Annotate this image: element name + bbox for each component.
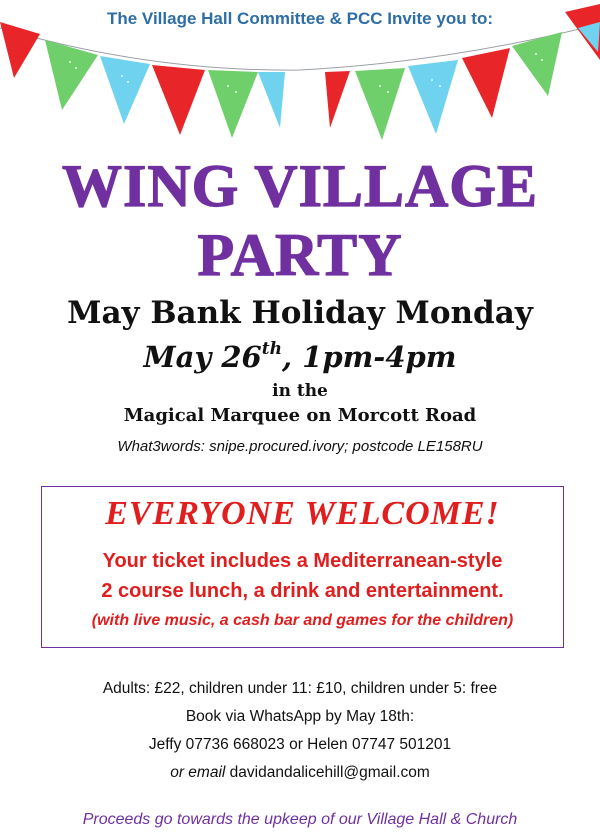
ticket-prices: Adults: £22, children under 11: £10, children under 5: free xyxy=(102,680,498,697)
in-the-text: in the xyxy=(272,381,328,401)
bunting-flag xyxy=(408,60,458,134)
event-time: , 1pm-4pm xyxy=(281,340,457,374)
email-address[interactable]: davidandalicehill@gmail.com xyxy=(229,764,430,781)
event-date-time xyxy=(0,340,600,374)
event-date-suffix: th xyxy=(261,339,282,360)
ticket-line-2: 2 course lunch, a drink and entertainment. xyxy=(101,580,504,602)
email-prefix: or email xyxy=(170,764,226,781)
booking-instructions: Book via WhatsApp by May 18th: xyxy=(185,708,415,725)
ticket-line-1: Your ticket includes a Mediterranean-style xyxy=(102,550,503,572)
proceeds-footer: Proceeds go towards the upkeep of our Village Hall & Church xyxy=(82,811,518,828)
booking-contacts: Jeffy 07736 668023 or Helen 07747 501201 xyxy=(148,736,452,753)
event-location: What3words: snipe.procured.ivory; postcode LE158RU xyxy=(117,438,483,455)
bunting-flag xyxy=(355,68,405,140)
welcome-heading: EVERYONE WELCOME! xyxy=(105,495,500,532)
bunting-flag xyxy=(0,22,40,78)
bunting-flag xyxy=(462,48,510,118)
event-venue: Magical Marquee on Morcott Road xyxy=(123,405,477,426)
event-title-line2: PARTY xyxy=(197,222,403,288)
bunting-flag xyxy=(208,70,258,138)
bunting-flag xyxy=(100,56,150,124)
bunting-flag xyxy=(152,65,205,135)
ticket-line-3: (with live music, a cash bar and games for the children) xyxy=(91,612,514,629)
event-day: May Bank Holiday Monday xyxy=(67,295,533,331)
bunting-flag xyxy=(258,72,285,128)
event-title-line1: WING VILLAGE xyxy=(61,153,538,219)
bunting-flag xyxy=(325,71,350,128)
event-date: May 26 xyxy=(143,340,262,374)
invite-header: The Village Hall Committee & PCC Invite you to: xyxy=(106,9,494,28)
booking-email-line xyxy=(0,764,600,782)
bunting-flag xyxy=(512,32,562,96)
